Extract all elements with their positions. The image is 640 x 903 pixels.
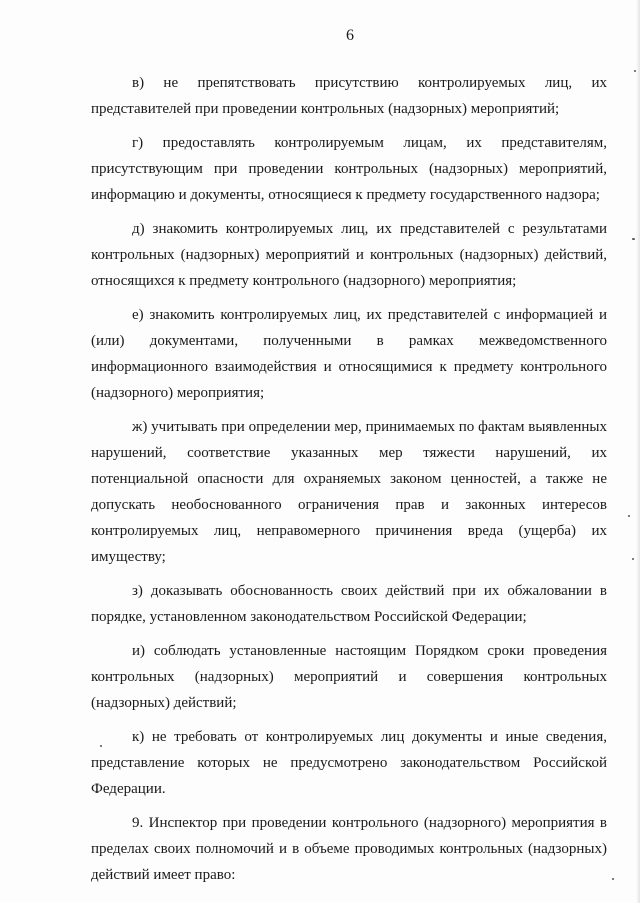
scan-speck [632,238,635,240]
document-body [91,70,607,896]
scan-speck [612,878,614,880]
scan-edge-shadow [636,0,640,903]
paragraph-z: з) доказывать обоснованность своих действий при их обжаловании в порядке, установленном законодательством Российской Федерации; [91,583,607,625]
scan-speck [100,745,102,747]
paragraph-g: г) предоставлять контролируемым лицам, их представителям, присутствующим при проведении контрольных (надзорных) мероприятий, информацию и документы, относящиеся к предмету государственного надзора; [91,135,607,203]
paragraph-k: к) не требовать от контролируемых лиц документы и иные сведения, представление которых не предусмотрено законодательством Российской Федерации. [91,729,607,797]
page-number: 6 [346,27,354,44]
paragraph-9: 9. Инспектор при проведении контрольного (надзорного) мероприятия в пределах своих полномочий и в объеме проводимых контрольных (надзорных) действий имеет право: [91,815,607,883]
scan-speck [634,70,636,72]
paragraph-d: д) знакомить контролируемых лиц, их представителей с результатами контрольных (надзорных) мероприятий и контрольных (надзорных) действий, относящихся к предмету контрольного (надзорного) мероприятия; [91,221,607,289]
paragraph-zh: ж) учитывать при определении мер, принимаемых по фактам выявленных нарушений, соответствие указанных мер тяжести нарушений, их потенциальной опасности для охраняемых законом ценностей, а также не допускать необоснованного ограничения прав и законных интересов контролируемых лиц, неправомерного причинения вреда (ущерба) их имуществу; [91,419,607,565]
scan-speck [628,515,630,517]
paragraph-i: и) соблюдать установленные настоящим Порядком сроки проведения контрольных (надзорных) мероприятий и совершения контрольных (надзорных) действий; [91,643,607,711]
paragraph-v: в) не препятствовать присутствию контролируемых лиц, их представителей при проведении контрольных (надзорных) мероприятий; [91,75,607,117]
scan-speck [632,558,634,560]
paragraph-e: е) знакомить контролируемых лиц, их представителей с информацией и (или) документами, полученными в рамках межведомственного информационного взаимодействия и относящимися к предмету контрольного (надзорного) мероприятия; [91,307,607,401]
